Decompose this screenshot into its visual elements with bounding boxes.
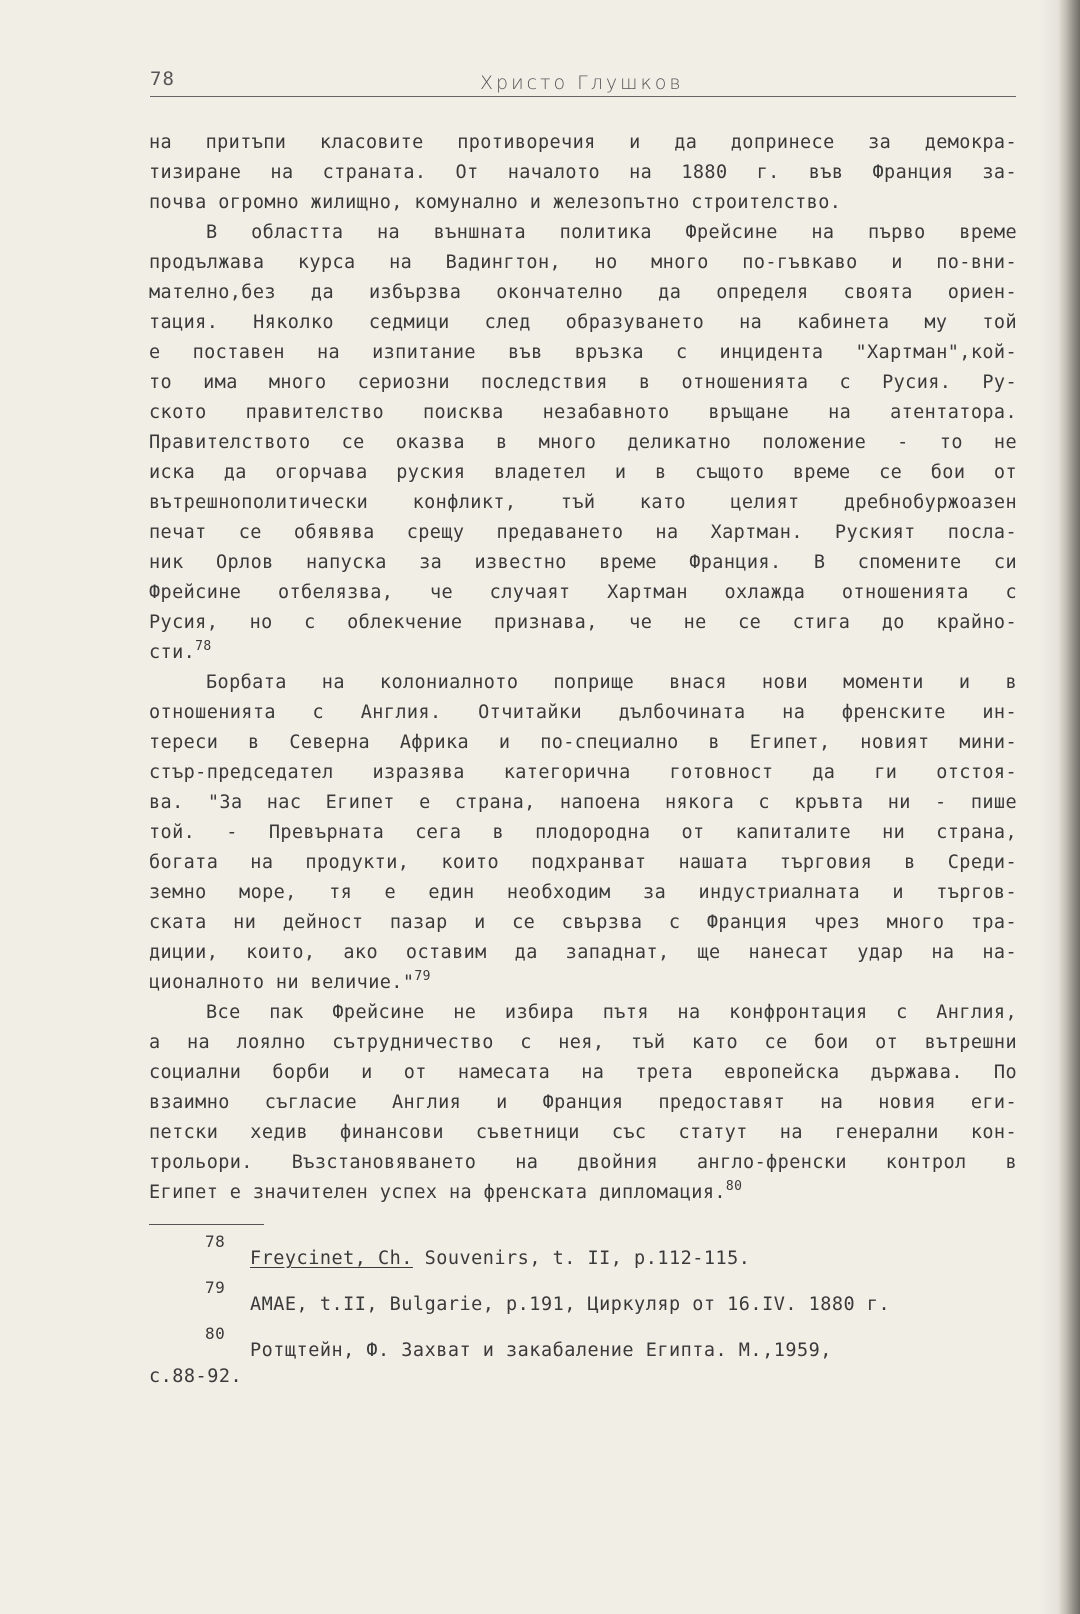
text-line: трольори. Възстановяването на двойния англо-френски контрол в: [149, 1152, 1017, 1173]
footnote-ref-80[interactable]: 80: [725, 1179, 743, 1194]
paragraph-4: [149, 998, 1017, 1208]
text-line: Правителството се оказва в много деликатно положение - то не: [149, 432, 1017, 453]
text-line-end: Египет е значителен успех на френската дипломация.: [149, 1182, 726, 1203]
page-edge-shadow: [1040, 0, 1058, 1614]
text-line: а на лоялно сътрудничество с нея, тъй като се бои от вътрешни: [149, 1032, 1017, 1053]
text-line: отношенията с Англия. Отчитайки дълбочината на френските ин-: [149, 702, 1017, 723]
footnote-number: 80: [205, 1324, 226, 1343]
footnote-79: [149, 1278, 1017, 1324]
footnote-author: Freycinet, Ch.: [250, 1248, 413, 1269]
text-line: мателно,без да избързва окончателно да определя своята ориен-: [149, 282, 1017, 303]
header-rule: [150, 96, 1016, 97]
text-line: е поставен на изпитание във връзка с инцидента "Хартман",кой-: [149, 342, 1017, 363]
footnote-rule: [149, 1224, 264, 1225]
page-header: [150, 68, 1016, 96]
footnote-ref-79[interactable]: 79: [414, 969, 431, 984]
text-line: тизиране на страната. От началото на 1880 г. във Франция за-: [149, 162, 1017, 183]
text-line: стър-председател изразява категорична готовност да ги отстоя-: [149, 762, 1017, 783]
text-line: Все пак Фрейсине не избира пътя на конфронтация с Англия,: [206, 1002, 1017, 1023]
footnote-text: AMAE, t.II, Bulgarie, p.191, Циркуляр от 16.IV. 1880 г.: [250, 1294, 891, 1315]
text-line: социални борби и от намесата на трета европейска държава. По: [149, 1062, 1017, 1083]
paragraph-1: [149, 128, 1017, 218]
text-line: Русия, но с облекчение признава, че не се стига до крайно-: [149, 612, 1017, 633]
page-number: 78: [150, 68, 175, 90]
text-line: почва огромно жилищно, комунално и железопътно строителство.: [149, 192, 842, 213]
text-line-end: сти.: [149, 642, 196, 663]
text-line: Фрейсине отбелязва, че случаят Хартман охлажда отношенията с: [149, 582, 1017, 603]
text-line: ва. "За нас Египет е страна, напоена някога с кръвта ни - пише: [149, 792, 1017, 813]
text-line: то има много сериозни последствия в отношенията с Русия. Ру-: [149, 372, 1017, 393]
text-line: [149, 1178, 1017, 1208]
text-line: ското правителство поисква незабавното връщане на атентатора.: [149, 402, 1017, 423]
text-line: ник Орлов напуска за известно време Франция. В спомените си: [149, 552, 1017, 573]
text-line: земно море, тя е един необходим за индустриалната и търгов-: [149, 882, 1017, 903]
footnote-ref-78[interactable]: 78: [195, 639, 212, 654]
footnote-80-continuation: с.88-92.: [149, 1366, 243, 1387]
text-line: на притъпи класовите противоречия и да допринесе за демокра-: [149, 132, 1017, 153]
text-line: [149, 968, 1017, 998]
footnote-80: [149, 1324, 1017, 1370]
text-line: петски хедив финансови съветници със статут на генерални кон-: [149, 1122, 1017, 1143]
text-line: печат се обявява срещу предаването на Хартман. Руският посла-: [149, 522, 1017, 543]
text-line: ската ни дейност пазар и се свързва с Франция чрез много тра-: [149, 912, 1017, 933]
text-line-end: ционалното ни величие.": [149, 972, 415, 993]
paragraph-3: [149, 668, 1017, 998]
footnotes: [149, 1232, 1017, 1387]
book-binding-edge: [1058, 0, 1080, 1614]
text-line: иска да огорчава руския владетел и в същото време се бои от: [149, 462, 1017, 483]
text-line: взаимно съгласие Англия и Франция предоставят на новия еги-: [149, 1092, 1017, 1113]
paragraph-2: [149, 218, 1017, 668]
text-line: [149, 638, 1017, 668]
text-line: тация. Няколко седмици след образуването на кабинета му той: [149, 312, 1017, 333]
text-line: В областта на външната политика Фрейсине на първо време: [206, 222, 1017, 243]
text-line: тереси в Северна Африка и по-специално в Египет, новият мини-: [149, 732, 1017, 753]
text-line: вътрешнополитически конфликт, тъй като целият дребнобуржоазен: [149, 492, 1017, 513]
footnote-text: [250, 1248, 750, 1269]
running-title: Христо Глушков: [480, 72, 684, 94]
footnote-number: 78: [205, 1232, 226, 1251]
footnote-78: [149, 1232, 1017, 1278]
footnote-text: Ротщтейн, Ф. Захват и закабаление Египта. М.,1959,: [250, 1340, 832, 1361]
body-text: [149, 128, 1017, 1208]
footnote-source: Souvenirs, t. II, p.112-115.: [424, 1248, 751, 1269]
text-line: диции, които, ако оставим да западнат, ще нанесат удар на на-: [149, 942, 1017, 963]
text-line: той. - Превърната сега в плодородна от капиталите ни страна,: [149, 822, 1017, 843]
text-line: Борбата на колониалното поприще внася нови моменти и в: [206, 672, 1017, 693]
text-line: продължава курса на Вадингтон, но много по-гъвкаво и по-вни-: [149, 252, 1017, 273]
footnote-number: 79: [205, 1278, 226, 1297]
text-line: богата на продукти, които подхранват нашата търговия в Среди-: [149, 852, 1017, 873]
